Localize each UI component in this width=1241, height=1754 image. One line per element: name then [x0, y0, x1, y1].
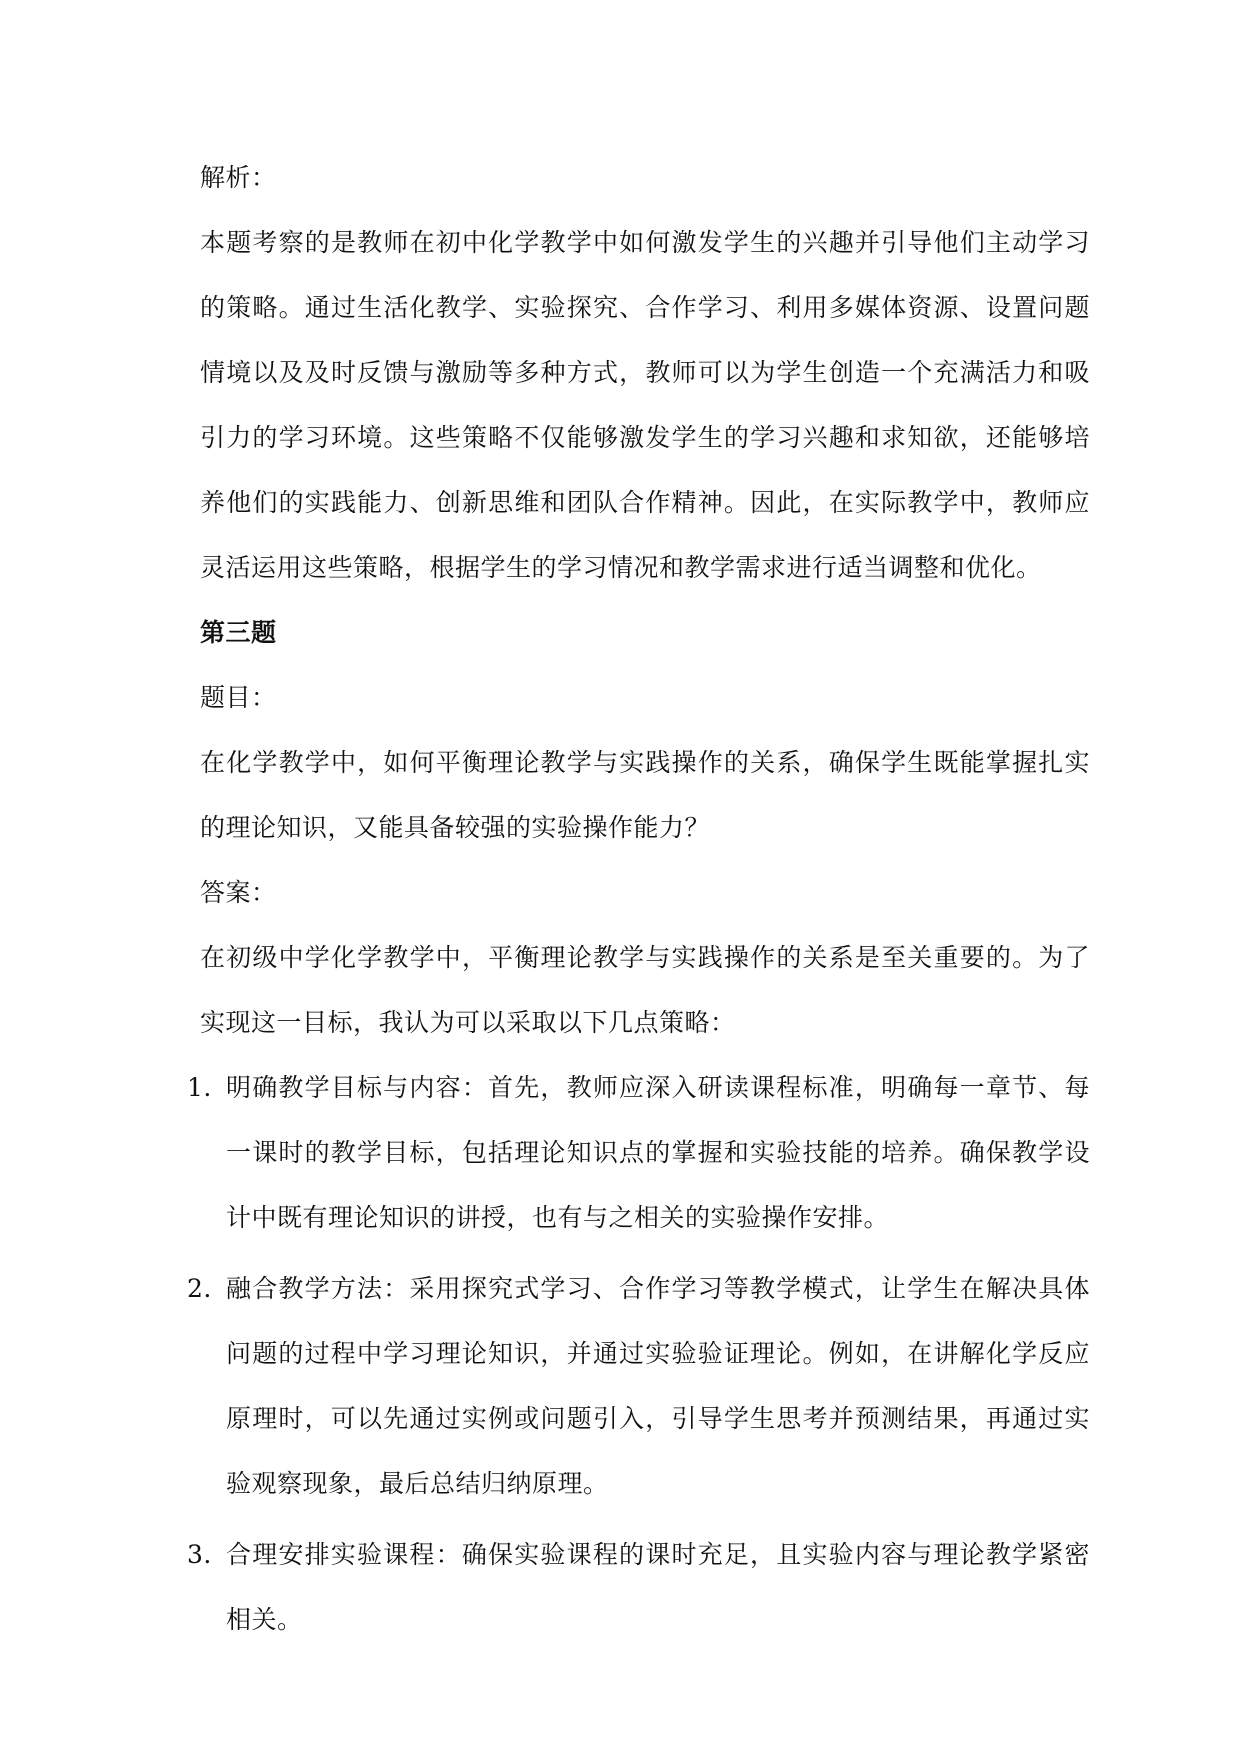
- list-item-number: 1.: [187, 1073, 212, 1102]
- question-paragraph: 在化学教学中，如何平衡理论教学与实践操作的关系，确保学生既能掌握扎实的理论知识，又能具备较强的实验操作能力？: [200, 748, 1090, 842]
- question-label: 题目：: [200, 683, 277, 712]
- list-item: [187, 1256, 1090, 1516]
- document-body: [187, 145, 1090, 1658]
- strategy-list: [187, 1055, 1090, 1652]
- list-item-text: 融合教学方法：采用探究式学习、合作学习等教学模式，让学生在解决具体问题的过程中学习理论知识，并通过实验验证理论。例如，在讲解化学反应原理时，可以先通过实例或问题引入，引导学生思考并预测结果，再通过实验观察现象，最后总结归纳原理。: [226, 1274, 1090, 1498]
- analysis-paragraph: 本题考察的是教师在初中化学教学中如何激发学生的兴趣并引导他们主动学习的策略。通过生活化教学、实验探究、合作学习、利用多媒体资源、设置问题情境以及及时反馈与激励等多种方式，教师可以为学生创造一个充满活力和吸引力的学习环境。这些策略不仅能够激发学生的学习兴趣和求知欲，还能够培养他们的实践能力、创新思维和团队合作精神。因此，在实际教学中，教师应灵活运用这些策略，根据学生的学习情况和教学需求进行适当调整和优化。: [200, 228, 1090, 582]
- list-item-text: 明确教学目标与内容：首先，教师应深入研读课程标准，明确每一章节、每一课时的教学目标，包括理论知识点的掌握和实验技能的培养。确保教学设计中既有理论知识的讲授，也有与之相关的实验操作安排。: [226, 1073, 1090, 1232]
- list-item-number: 2.: [187, 1274, 212, 1303]
- list-item-number: 3.: [187, 1540, 212, 1569]
- answer-label: 答案：: [200, 878, 277, 907]
- list-item: [187, 1522, 1090, 1652]
- list-item-text: 合理安排实验课程：确保实验课程的课时充足，且实验内容与理论教学紧密相关。: [226, 1540, 1090, 1634]
- answer-intro-paragraph: 在初级中学化学教学中，平衡理论教学与实践操作的关系是至关重要的。为了实现这一目标，我认为可以采取以下几点策略：: [200, 943, 1090, 1037]
- list-item: [187, 1055, 1090, 1250]
- analysis-label: 解析：: [200, 163, 277, 192]
- section-title: 第三题: [200, 618, 277, 647]
